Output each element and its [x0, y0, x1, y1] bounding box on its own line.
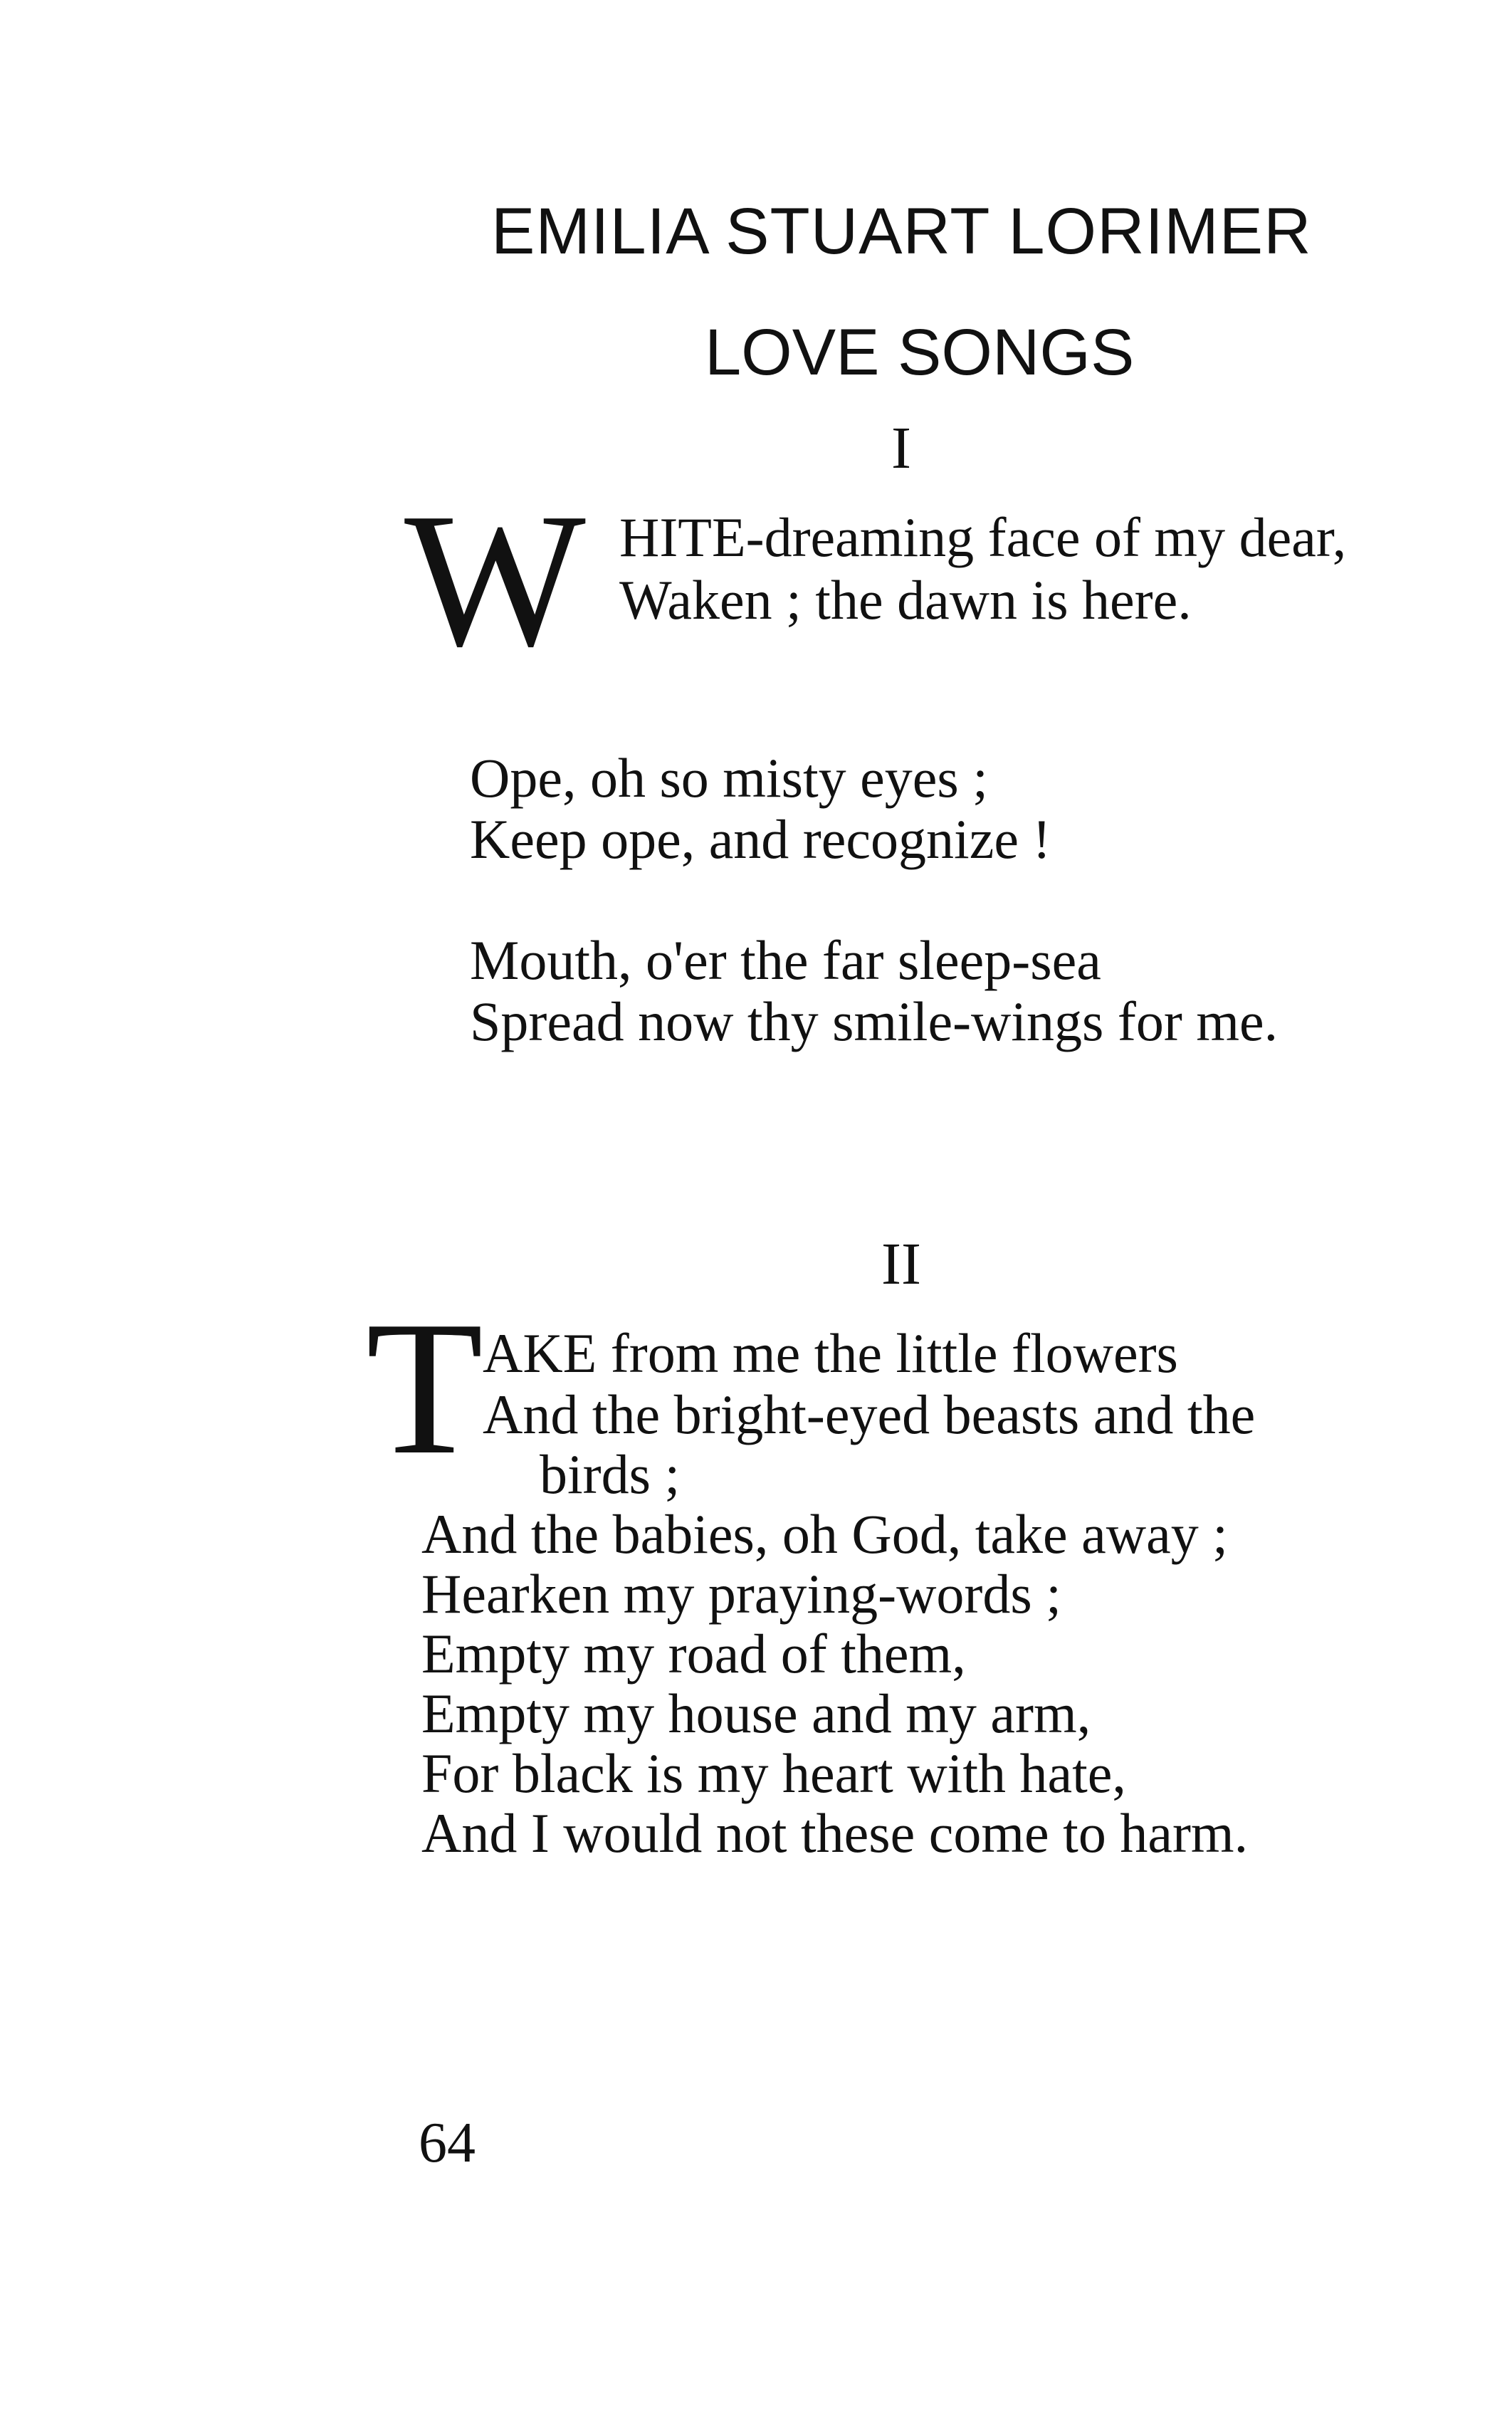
- poem-line: HITE-dreaming face of my dear,: [619, 506, 1347, 568]
- poem-line: birds ;: [540, 1443, 681, 1505]
- poem-line: Empty my house and my arm,: [421, 1682, 1091, 1744]
- drop-cap-w: W: [404, 473, 586, 686]
- poem-line: For black is my heart with hate,: [421, 1742, 1126, 1804]
- poem-line: And I would not these come to harm.: [421, 1802, 1249, 1864]
- poem-numeral-1: I: [891, 415, 911, 481]
- poem-line: And the bright-eyed beasts and the: [483, 1383, 1256, 1445]
- poem-line: Empty my road of them,: [421, 1623, 966, 1685]
- drop-cap-t: T: [366, 1282, 483, 1494]
- poem-line: And the babies, oh God, take away ;: [421, 1503, 1228, 1565]
- poem-line: Ope, oh so misty eyes ;: [470, 747, 988, 809]
- poem-numeral-2: II: [881, 1231, 921, 1297]
- poem-line: Waken ; the dawn is here.: [619, 569, 1192, 631]
- poem-line: Mouth, o'er the far sleep-sea: [470, 929, 1101, 991]
- section-title: LOVE SONGS: [705, 316, 1135, 389]
- poem-line: Spread now thy smile-wings for me.: [470, 990, 1279, 1052]
- running-header-author: EMILIA STUART LORIMER: [491, 195, 1312, 268]
- poem-line: AKE from me the little flowers: [483, 1322, 1178, 1384]
- poem-line: Keep ope, and recognize !: [470, 808, 1051, 870]
- page-number: 64: [419, 2112, 476, 2174]
- poem-line: Hearken my praying-words ;: [421, 1563, 1061, 1625]
